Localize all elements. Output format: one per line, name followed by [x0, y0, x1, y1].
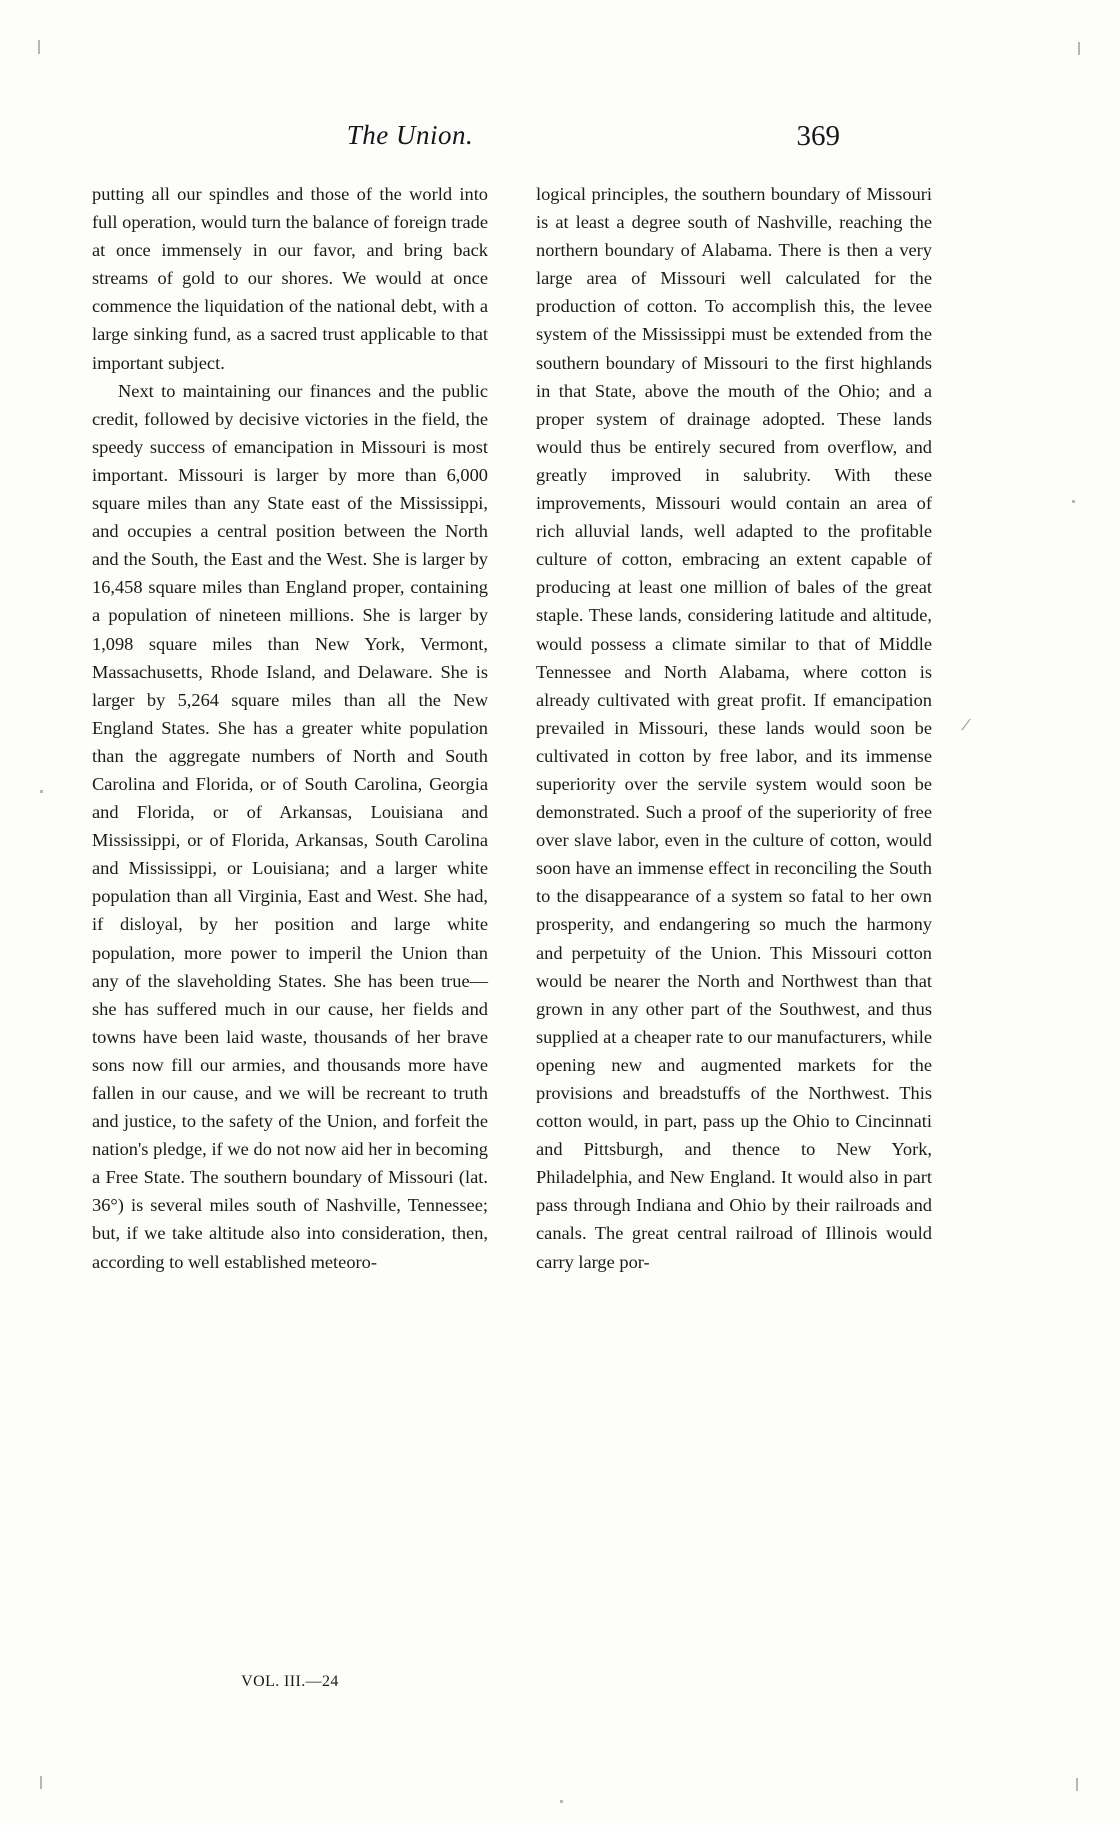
page-header — [100, 120, 840, 162]
scan-mark-top-right — [1078, 42, 1080, 55]
margin-pen-mark: / — [959, 713, 972, 737]
left-column — [92, 180, 488, 1276]
running-title: The Union. — [346, 120, 474, 150]
scan-mark-left-mid — [40, 790, 43, 793]
paragraph: Next to maintaining our finances and the public credit, followed by decisive victories in the field, the speedy success of emancipation in Missouri is most important. Missouri is larger by more than 6,000 square miles than any State east of the Mississippi, and occupies a central position between the North and the South, the East and the West. She is larger by 16,458 square miles than England proper, containing a population of nineteen millions. She is larger by 1,098 square miles than New York, Vermont, Massachusetts, Rhode Island, and Delaware. She is larger by 5,264 square miles than all the New England States. She has a greater white population than the aggregate numbers of North and South Carolina and Florida, or of South Carolina, Georgia and Florida, or of Arkansas, Louisiana and Mississippi, or of Florida, Arkansas, South Carolina and Mississippi, or Louisiana; and a larger white population than all Virginia, East and West. She had, if disloyal, by her position and large white population, more power to imperil the Union than any of the slaveholding States. She has been true—she has suffered much in our cause, her fields and towns have been laid waste, thousands of her brave sons now fill our armies, and thousands more have fallen in our cause, and we will be recreant to truth and justice, to the safety of the Union, and forfeit the nation's pledge, if we do not now aid her in becoming a Free State. The southern boundary of Missouri (lat. 36°) is several miles south of Nashville, Tennessee; but, if we take altitude also into consideration, then, according to well established meteoro- — [92, 380, 488, 1272]
scan-mark-bottom-center — [560, 1800, 563, 1803]
scan-mark-top-left — [38, 40, 40, 54]
page-number: 369 — [796, 120, 840, 152]
paragraph: putting all our spindles and those of the world into full operation, would turn the balance of foreign trade at once immensely in our favor, and bring back streams of gold to our shores. We would at once commence the liquidation of the national debt, with a large sinking fund, as a sacred trust applicable to that important subject. — [92, 184, 488, 373]
text-columns — [92, 180, 932, 1276]
scan-mark-bottom-left — [40, 1776, 42, 1789]
volume-signature: VOL. III.—24 — [241, 1673, 339, 1690]
scan-mark-right-mid — [1072, 500, 1075, 503]
paragraph: logical principles, the southern boundary of Missouri is at least a degree south of Nashville, reaching the northern boundary of Alabama. There is then a very large area of Missouri well calculated for the production of cotton. To accomplish this, the levee system of the Mississippi must be extended from the southern boundary of Missouri to the first highlands in that State, above the mouth of the Ohio; and a proper system of drainage adopted. These lands would thus be entirely secured from overflow, and greatly improved in salubrity. With these improvements, Missouri would contain an area of rich alluvial lands, well adapted to the profitable culture of cotton, embracing an extent capable of producing at least one million of bales of the great staple. These lands, considering latitude and altitude, would possess a climate similar to that of Middle Tennessee and North Alabama, where cotton is already cultivated with great profit. If emancipation prevailed in Missouri, these lands would soon be cultivated in cotton by free labor, and its immense superiority over the servile system would soon be demonstrated. Such a proof of the superiority of free over slave labor, even in the culture of cotton, would soon have an immense effect in reconciling the South to the disappearance of a system so fatal to her own prosperity, and endangering so much the harmony and perpetuity of the Union. This Missouri cotton would be nearer the North and Northwest than that grown in any other part of the Southwest, and thus supplied at a cheaper rate to our manufacturers, while opening new and augmented markets for the provisions and breadstuffs of the Northwest. This cotton would, in part, pass up the Ohio to Cincinnati and Pittsburgh, and thence to New York, Philadelphia, and New England. It would also in part pass through Indiana and Ohio by their railroads and canals. The great central railroad of Illinois would carry large por- — [536, 184, 932, 1272]
right-column — [536, 180, 932, 1276]
scan-mark-bottom-right — [1076, 1778, 1078, 1791]
